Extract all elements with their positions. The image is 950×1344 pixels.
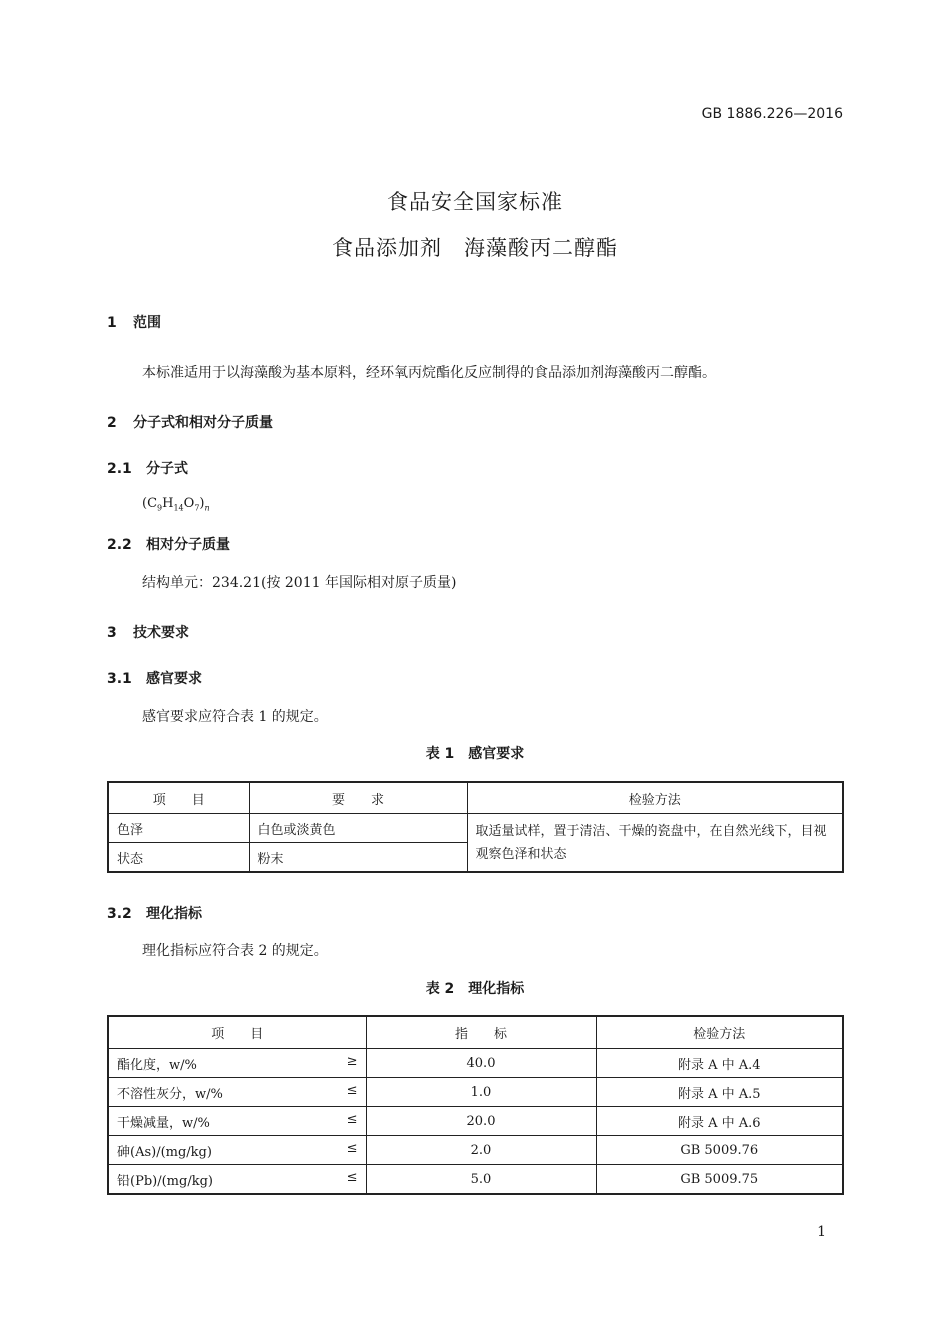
section-2-1-heading: 2.1 分子式 [107, 461, 188, 477]
physicochemical-indicators-table [107, 1015, 844, 1195]
document-title: 食品安全国家标准 [387, 190, 563, 214]
section-3-1-text: 感官要求应符合表 1 的规定。 [142, 709, 328, 725]
standard-code: GB 1886.226—2016 [701, 106, 843, 122]
table-header-cell: 检验方法 [596, 1016, 843, 1049]
table-1-caption: 表 1 感官要求 [425, 746, 525, 762]
table-cell-value: 40.0 [366, 1049, 596, 1078]
molecular-formula: $(C_9H_{14}O_7)_n$ [142, 496, 210, 513]
operator-symbol: ≤ [346, 1082, 358, 1098]
table-header-row [108, 782, 843, 814]
table-row [108, 1078, 843, 1107]
table-row [108, 1107, 843, 1136]
table-cell-method: 附录 A 中 A.6 [596, 1107, 843, 1136]
document-subtitle: 食品添加剂 海藻酸丙二醇酯 [332, 236, 618, 260]
table-cell-value: 1.0 [366, 1078, 596, 1107]
section-1-text: 本标准适用于以海藻酸为基本原料，经环氧丙烷酯化反应制得的食品添加剂海藻酸丙二醇酯。 [142, 365, 716, 381]
table-cell-method: 取适量试样，置于清洁、干燥的瓷盘中，在自然光线下，目视观察色泽和状态 [467, 814, 843, 873]
table-row [108, 1049, 843, 1078]
operator-symbol: ≤ [346, 1140, 358, 1156]
table-cell-method: 附录 A 中 A.4 [596, 1049, 843, 1078]
table-cell-method: GB 5009.75 [596, 1165, 843, 1195]
section-3-2-text: 理化指标应符合表 2 的规定。 [142, 943, 328, 959]
section-1-heading: 1 范围 [107, 315, 161, 331]
table-cell-requirement: 白色或淡黄色 [249, 814, 467, 843]
table-cell-item: 不溶性灰分，w/% ≤ [108, 1078, 366, 1107]
section-2-heading: 2 分子式和相对分子质量 [107, 415, 273, 431]
operator-symbol: ≤ [346, 1111, 358, 1127]
page-number: 1 [817, 1224, 826, 1240]
section-3-2-heading: 3.2 理化指标 [107, 906, 202, 922]
table-cell-value: 5.0 [366, 1165, 596, 1195]
table-header-row [108, 1016, 843, 1049]
table-cell-item: 状态 [108, 843, 249, 873]
table-2-caption: 表 2 理化指标 [425, 981, 525, 997]
operator-symbol: ≤ [346, 1169, 358, 1185]
table-header-cell: 指 标 [366, 1016, 596, 1049]
section-3-1-heading: 3.1 感官要求 [107, 671, 202, 687]
sensory-requirements-table [107, 781, 844, 873]
table-cell-requirement: 粉末 [249, 843, 467, 873]
table-row [108, 1165, 843, 1195]
section-3-heading: 3 技术要求 [107, 625, 189, 641]
table-cell-value: 20.0 [366, 1107, 596, 1136]
section-2-2-heading: 2.2 相对分子质量 [107, 537, 230, 553]
table-cell-item: 色泽 [108, 814, 249, 843]
table-cell-item: 铅(Pb)/(mg/kg) ≤ [108, 1165, 366, 1195]
table-row [108, 1136, 843, 1165]
table-header-cell: 要 求 [249, 782, 467, 814]
table-cell-item: 酯化度，w/% ≥ [108, 1049, 366, 1078]
table-header-cell: 项 目 [108, 782, 249, 814]
section-2-2-text: 结构单元：234.21(按 2011 年国际相对原子质量) [142, 575, 457, 591]
table-header-cell: 检验方法 [467, 782, 843, 814]
table-cell-method: 附录 A 中 A.5 [596, 1078, 843, 1107]
operator-symbol: ≥ [346, 1053, 358, 1069]
table-row [108, 814, 843, 843]
table-cell-method: GB 5009.76 [596, 1136, 843, 1165]
table-cell-item: 砷(As)/(mg/kg) ≤ [108, 1136, 366, 1165]
table-cell-value: 2.0 [366, 1136, 596, 1165]
table-cell-item: 干燥减量，w/% ≤ [108, 1107, 366, 1136]
table-header-cell: 项 目 [108, 1016, 366, 1049]
